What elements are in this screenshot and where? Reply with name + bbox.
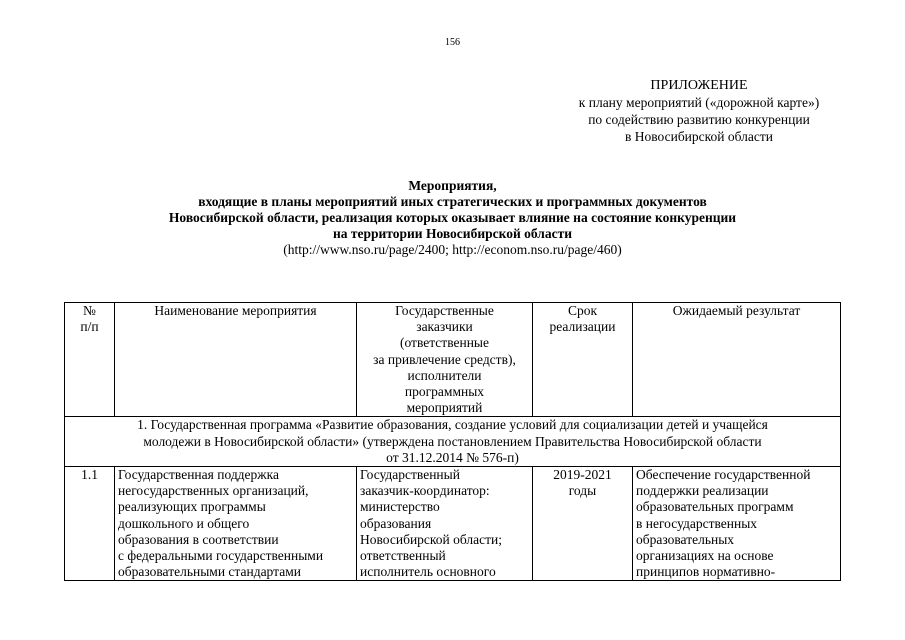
header-text: п/п <box>80 319 99 335</box>
heading-line: входящие в планы мероприятий иных стратегических и программных документов <box>198 194 707 209</box>
heading-title: Мероприятия, <box>408 178 497 193</box>
header-text: реализации <box>549 319 616 335</box>
cell-text: принципов нормативно- <box>636 564 776 580</box>
cell-text: Государственная поддержка <box>118 467 279 483</box>
header-text: Срок <box>567 303 598 318</box>
heading-links: (http://www.nso.ru/page/2400; http://econom.nso.ru/page/460) <box>283 242 622 257</box>
cell-text: дошкольного и общего <box>118 515 250 531</box>
cell-text: Государственный <box>360 467 460 483</box>
header-text: исполнители <box>407 367 482 383</box>
appendix-block <box>540 77 858 145</box>
table-header-row <box>65 303 841 417</box>
cell-text: годы <box>568 483 597 499</box>
cell-text: заказчик-координатор: <box>360 483 490 499</box>
cell-text: поддержки реализации <box>636 483 769 499</box>
row-term <box>533 467 633 581</box>
cell-text: Новосибирской области; <box>360 531 503 547</box>
cell-text: образовательных программ <box>636 499 794 515</box>
appendix-line: в Новосибирской области <box>624 129 774 144</box>
document-heading <box>0 178 905 258</box>
measures-table <box>64 302 841 581</box>
header-text: (ответственные <box>399 335 489 351</box>
header-text: Государственные <box>395 303 494 318</box>
cell-text: образования <box>360 515 432 531</box>
header-text: за привлечение средств), <box>373 351 516 367</box>
header-num <box>65 303 115 417</box>
row-result <box>633 467 841 581</box>
header-text: Ожидаемый результат <box>672 303 801 318</box>
header-text: мероприятий <box>406 400 483 416</box>
section-text: молодежи в Новосибирской области» (утверждена постановлением Правительства Новосибирской области <box>143 433 762 449</box>
appendix-line: по содействию развитию конкуренции <box>588 112 810 127</box>
cell-text: образовательными стандартами <box>118 564 301 580</box>
row-num: 1.1 <box>65 467 115 581</box>
appendix-title: ПРИЛОЖЕНИЕ <box>650 78 748 93</box>
cell-text: ответственный <box>360 548 446 564</box>
section-text: 1. Государственная программа «Развитие образования, создание условий для социализации детей и учащейся <box>137 417 768 433</box>
header-customers <box>357 303 533 417</box>
appendix-line: к плану мероприятий («дорожной карте») <box>578 95 820 110</box>
header-text: программных <box>404 384 485 400</box>
cell-text: исполнитель основного <box>360 564 496 580</box>
header-name <box>115 303 357 417</box>
table-row <box>65 467 841 581</box>
header-result <box>633 303 841 417</box>
header-term <box>533 303 633 417</box>
header-text: Наименование мероприятия <box>154 303 317 318</box>
cell-text: в негосударственных <box>636 515 758 531</box>
header-text: заказчики <box>416 319 473 335</box>
header-text: № <box>83 303 96 318</box>
cell-text: организациях на основе <box>636 548 774 564</box>
row-name <box>115 467 357 581</box>
cell-text: 2019-2021 <box>553 467 612 483</box>
cell-text: негосударственных организаций, <box>118 483 309 499</box>
cell-text: образовательных <box>636 531 735 547</box>
row-customers <box>357 467 533 581</box>
cell-text: с федеральными государственными <box>118 548 324 564</box>
heading-line: Новосибирской области, реализация которых оказывает влияние на состояние конкуренции <box>168 210 737 225</box>
section-text: от 31.12.2014 № 576-п) <box>386 449 519 465</box>
cell-text: Обеспечение государственной <box>636 467 811 483</box>
cell-text: реализующих программы <box>118 499 266 515</box>
cell-text: образования в соответствии <box>118 531 279 547</box>
section-title <box>65 417 841 467</box>
table-section-row <box>65 417 841 467</box>
cell-text: министерство <box>360 499 440 515</box>
page-number: 156 <box>445 37 460 48</box>
heading-line: на территории Новосибирской области <box>332 226 573 241</box>
